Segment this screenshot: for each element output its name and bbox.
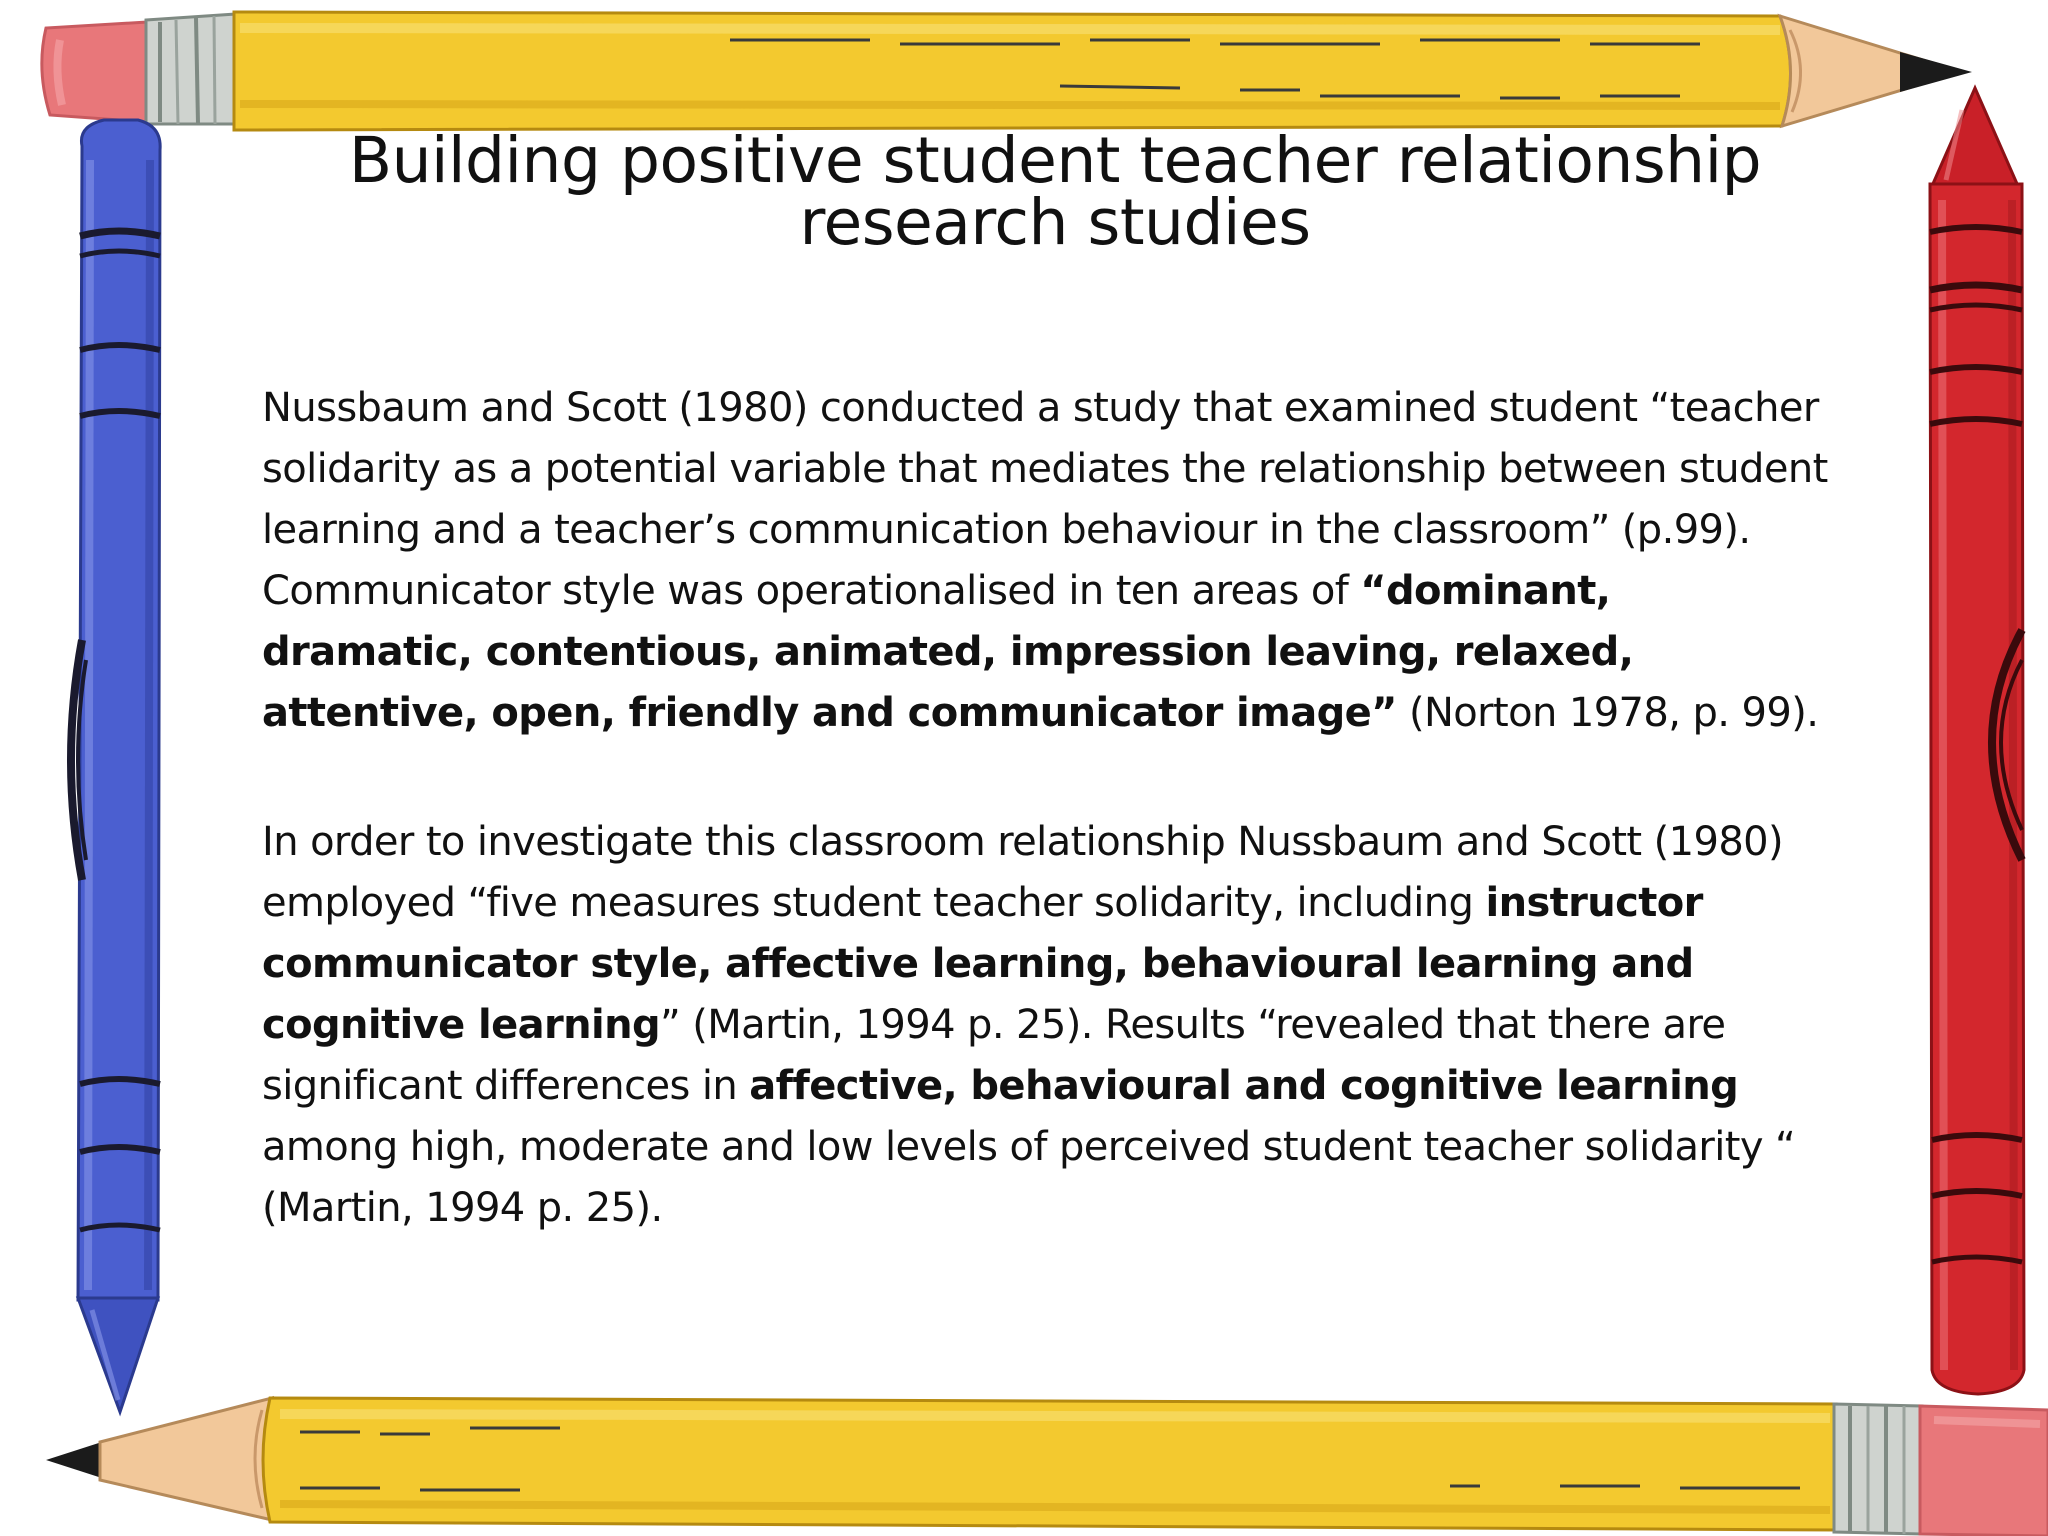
slide-body	[262, 378, 1832, 1239]
paragraph-1	[262, 378, 1832, 744]
paragraph-1-bold-1: “dominant, dramatic, contentious, animated, impression leaving, relaxed, attentive, open, friendly and communicator image”	[262, 568, 1634, 736]
paragraph-2-text-1: In order to investigate this classroom relationship Nussbaum and Scott (1980) employed “five measures student teacher solidarity, including	[262, 819, 1784, 926]
paragraph-2-text-2: ” (Martin, 1994 p. 25). Results “revealed that there are significant differences in	[262, 1002, 1726, 1109]
paragraph-2-bold-1: instructor communicator style, affective learning, behavioural learning and cognitive learning	[262, 880, 1703, 1048]
paragraph-2-bold-2: affective, behavioural and cognitive learning	[749, 1063, 1739, 1109]
paragraph-1-text-2: (Norton 1978, p. 99).	[1396, 690, 1819, 736]
paragraph-2	[262, 812, 1832, 1239]
slide-title: Building positive student teacher relationship research studies	[348, 124, 1762, 259]
paragraph-1-text-1: Nussbaum and Scott (1980) conducted a study that examined student “teacher solidarity as a potential variable that mediates the relationship between student learning and a teacher’s communication behaviour in the classroom” (p.99). Communicator style was operationalised in ten areas of	[262, 385, 1828, 614]
paragraph-2-text-3: among high, moderate and low levels of perceived student teacher solidarity “ (Martin, 1994 p. 25).	[262, 1124, 1796, 1231]
